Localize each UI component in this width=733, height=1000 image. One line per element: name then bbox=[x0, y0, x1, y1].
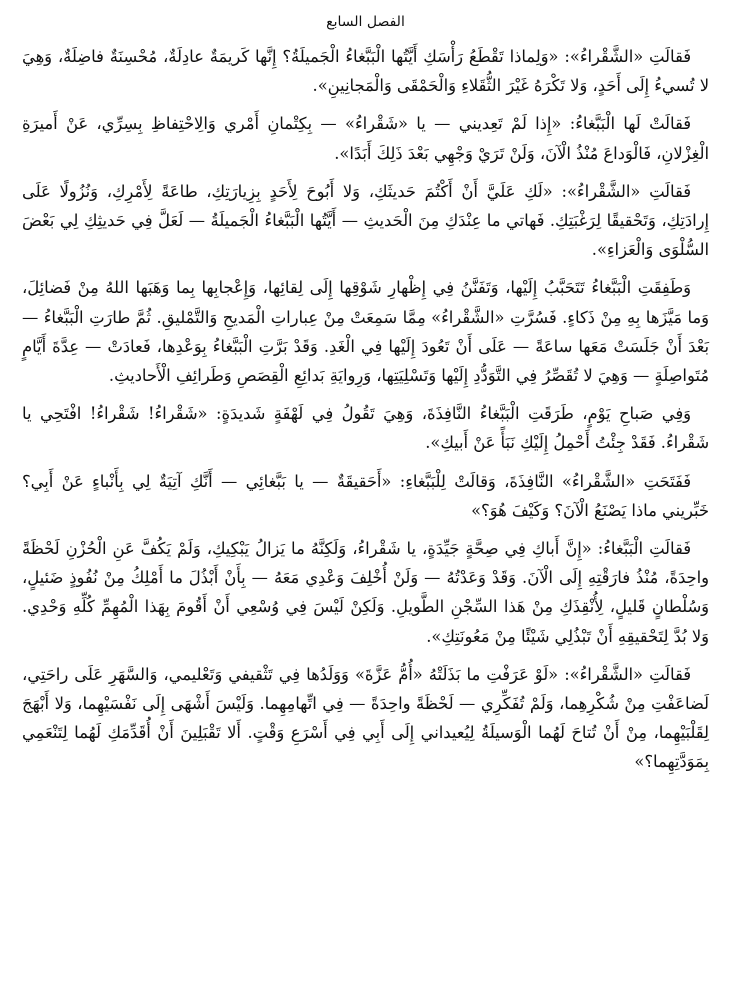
paragraph-1: فَقالَتِ «الشَّقْراءُ»: «وَلِماذا تَقْطَعُ رَأْسَكِ أَيَّتُها الْبَبَّغاءُ الْجَميلَةُ؟ إِنَّها كَريمَةٌ عادِلَةٌ، مُحْسِنَةٌ فاضِلَةٌ، وَهِيَ لا تُسيءُ إِلَى أَحَدٍ، وَلا تَكْرَهُ غَيْرَ الثُّقَلاءِ وَالْحَمْقَى وَالْمَجانِينِ». bbox=[22, 47, 709, 96]
paragraph-2: فَقالَتْ لَها الْبَبَّغاءُ: «إِذا لَمْ تَعِديني — يا «شَقْراءُ» — بِكِتْمانِ أَمْري وَالِاحْتِفاظِ بِسِرِّي، عَنْ أَميرَةِ الْغِزْلانِ، فَالْوَداعَ مُنْذُ الْآنَ، وَلَنْ تَرَيْ وَجْهِي بَعْدَ ذَلِكَ أَبَدًا». bbox=[22, 114, 709, 163]
paragraph-4: وَطَفِقَتِ الْبَبَّغاءُ تَتَحَبَّبُ إِلَيْها، وَتَفَنَّنُ فِي إِظْهارِ شَوْقِها إِلَى لِقائِها، وَإِعْجابِها بِما وَهَبَها اللهُ مِنْ فَضائِلَ، وَما مَيَّزَها بِهِ مِنْ ذَكاءٍ. فَسُرَّتِ «الشَّقْراءُ» مِمَّا سَمِعَتْ مِنْ عِباراتِ الْمَديحِ وَالتَّمْليقِ. ثُمَّ طارَتِ الْبَبَّغاءُ — بَعْدَ أَنْ جَلَسَتْ مَعَها ساعَةً — عَلَى أَنْ تَعُودَ إِلَيْها فِي الْغَدِ. وَقَدْ بَرَّتِ الْبَبَّغاءُ بِوَعْدِها، فَعادَتْ — عِدَّةَ أَيَّامٍ مُتَواصِلَةٍ — وَهِيَ لا تُقَصِّرُ فِي التَّوَدُّدِ إِلَيْها وَتَسْلِيَتِها، وَرِوايَةِ بَدائِعِ الْقِصَصِ وَطَرائِفِ الْأَحاديثِ. bbox=[22, 278, 709, 386]
paragraph-3: فَقالَتِ «الشَّقْراءُ»: «لَكِ عَلَيَّ أَنْ أَكْتُمَ حَديثَكِ، وَلا أَبُوحَ لِأَحَدٍ بِزِيارَتِكِ، طاعَةً لِأَمْرِكِ، وَنُزُولًا عَلَى إِرادَتِكِ، وَتَحْقيقًا لِرَغْبَتِكِ. فَهاتي ما عِنْدَكِ مِنَ الْحَديثِ — أَيَّتُها الْبَبَّغاءُ الْجَميلَةُ — لَعَلَّ فِي حَديثِكِ لِي بَعْضَ السُّلْوَى وَالْعَزاءِ». bbox=[22, 181, 709, 260]
paragraph-5: وَفِي صَباحِ يَوْمٍ، طَرَقَتِ الْبَبَّغاءُ النَّافِذَةَ، وَهِيَ تَقُولُ فِي لَهْفَةٍ شَديدَةٍ: «شَقْراءُ! شَقْراءُ! افْتَحِي يا شَقْراءُ. فَقَدْ جِئْتُ أَحْمِلُ إِلَيْكِ نَبَأً عَنْ أَبيكِ». bbox=[22, 404, 709, 453]
chapter-body bbox=[22, 42, 709, 777]
chapter-heading: الفصل السابع bbox=[326, 14, 405, 30]
paragraph-6: فَفَتَحَتِ «الشَّقْراءُ» النَّافِذَةَ، وَقالَتْ لِلْبَبَّغاءِ: «أَحَقيقَةٌ — يا بَبَّغائِي — أَنَّكِ آتِيَةٌ لِي بِأَنْباءٍ عَنْ أَبِي؟ خَبِّريني ماذا يَصْنَعُ الْآنَ؟ وَكَيْفَ هُوَ؟» bbox=[22, 471, 709, 520]
paragraph-7: فَقالَتِ الْبَبَّغاءُ: «إِنَّ أَباكِ فِي صِحَّةٍ جَيِّدَةٍ، يا شَقْراءُ، وَلَكِنَّهُ ما يَزالُ يَبْكِيكِ، وَلَمْ يَكُفَّ عَنِ الْحُزْنِ لَحْظَةً واحِدَةً، مُنْذُ فارَقْتِهِ إِلَى الْآنَ. وَقَدْ وَعَدْتُهُ — وَلَنْ أُخْلِفَ وَعْدِي مَعَهُ — بِأَنْ أَبْذُلَ ما أَمْلِكُ مِنْ نُفُوذٍ ضَئيلٍ، وَسُلْطانٍ قَليلٍ، لِأُنْقِذَكِ مِنْ هَذا السِّجْنِ الطَّويلِ. وَلَكِنْ لَيْسَ فِي وُسْعِي أَنْ أَقُومَ بِهَذا الْمُهِمِّ كُلِّهِ وَحْدِي. وَلا بُدَّ لِتَحْقيقِهِ أَنْ تَبْذُلِي شَيْئًا مِنْ مَعُونَتِكِ». bbox=[22, 539, 709, 646]
paragraph-8: فَقالَتِ «الشَّقْراءُ»: «لَوْ عَرَفْتِ ما بَذَلَتْهُ «أُمُّ عَزَّةَ» وَوَلَدُها فِي تَثْقيفي وَتَعْليمي، وَالسَّهَرِ عَلَى راحَتِي، لَضاعَفْتِ مِنْ شُكْرِهِما، وَلَمْ تُفَكِّرِي — لَحْظَةً واحِدَةً — فِي اتِّهامِهِما. وَلَيْسَ أَشْهَى إِلَى نَفْسَيْهِما، وَلا أَبْهَجَ لِقَلْبَيْهِما، مِنْ أَنْ تُتاحَ لَهُما الْوَسيلَةُ لِيُعيداني إِلَى أَبِي فِي أَسْرَعِ وَقْتٍ. أَلا تَقْبَلِينَ أَنْ أُقَدِّمَكِ لَهُما لِتَنْعَمِي بِمَوَدَّتِهِما؟» bbox=[22, 664, 709, 772]
